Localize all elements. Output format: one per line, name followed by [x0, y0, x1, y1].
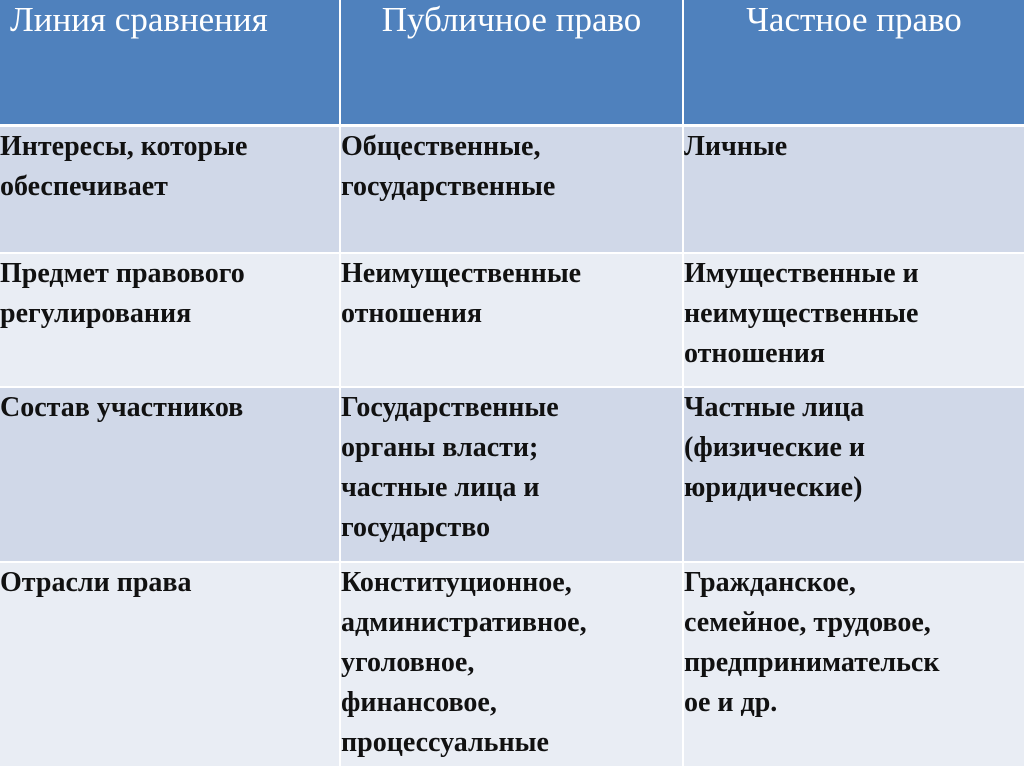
header-cell-comparison-line: Линия сравнения — [0, 0, 340, 125]
public-law-value: Государственные органы власти; частные лица и государство — [341, 392, 559, 543]
table-row-subject — [0, 253, 1024, 387]
private-law-cell — [683, 253, 1024, 387]
header-cell-public-law: Публичное право — [340, 0, 683, 125]
row-label-cell — [0, 387, 340, 562]
private-law-value: Гражданское, семейное, трудовое, предпринимательск ое и др. — [684, 567, 940, 718]
public-law-value: Неимущественные отношения — [341, 258, 582, 329]
public-law-cell — [340, 253, 683, 387]
private-law-cell — [683, 387, 1024, 562]
public-law-cell — [340, 562, 683, 767]
table-body — [0, 125, 1024, 767]
private-law-value: Частные лица (физические и юридические) — [684, 392, 866, 503]
table-row-participants — [0, 387, 1024, 562]
row-label-cell — [0, 125, 340, 253]
private-law-value: Личные — [684, 130, 788, 162]
row-label-cell — [0, 562, 340, 767]
table-row-interests — [0, 125, 1024, 253]
public-law-value: Конституционное, административное, уголовное, финансовое, процессуальные — [341, 567, 587, 758]
private-law-cell — [683, 125, 1024, 253]
header-cell-private-law: Частное право — [683, 0, 1024, 125]
public-law-cell — [340, 387, 683, 562]
row-label-cell — [0, 253, 340, 387]
row-label: Отрасли права — [0, 567, 192, 598]
public-law-cell — [340, 125, 683, 253]
row-label: Состав участников — [0, 392, 244, 423]
header-row — [0, 0, 1024, 125]
table-row-branches — [0, 562, 1024, 767]
row-label: Интересы, которые обеспечивает — [0, 130, 248, 202]
table-header — [0, 0, 1024, 125]
public-law-value: Общественные, государственные — [341, 130, 556, 202]
private-law-value: Имущественные и неимущественные отношения — [684, 258, 919, 369]
row-label: Предмет правового регулирования — [0, 258, 245, 329]
private-law-cell — [683, 562, 1024, 767]
